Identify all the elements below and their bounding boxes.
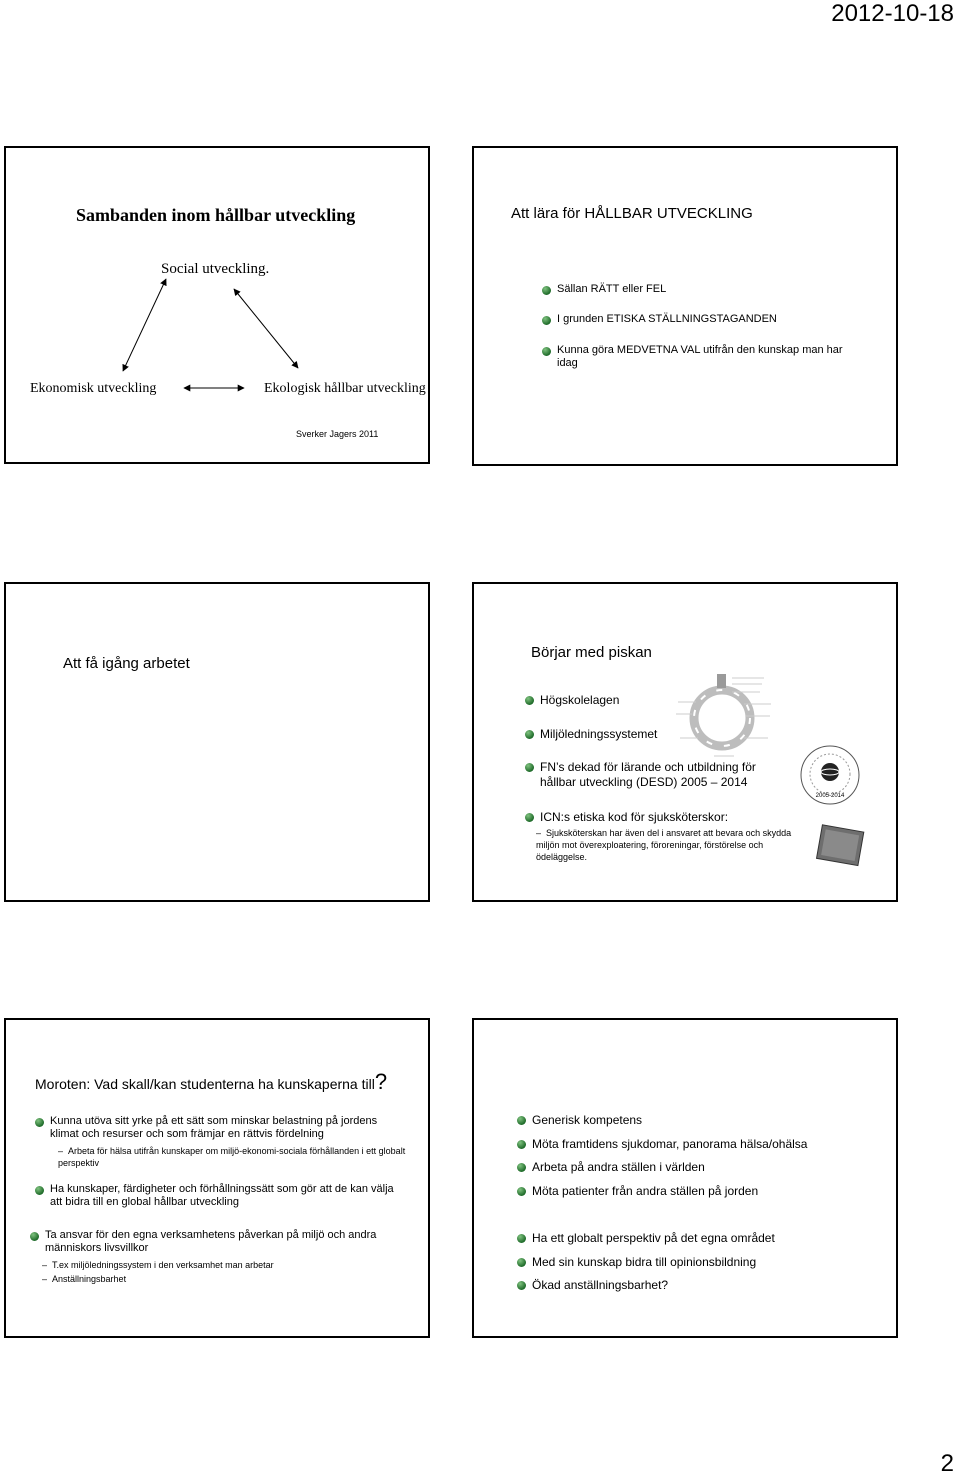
slide-6 bbox=[472, 1018, 898, 1338]
bullet-icon bbox=[525, 763, 534, 772]
slide3-title: Att få igång arbetet bbox=[63, 655, 190, 672]
slide6-bullet-1: Generisk kompetens bbox=[517, 1113, 642, 1127]
slide1-right-label: Ekologisk hållbar utveckling bbox=[264, 381, 426, 396]
slide-1 bbox=[4, 146, 430, 464]
bullet-icon bbox=[542, 316, 551, 325]
slide2-bullet-2: I grunden ETISKA STÄLLNINGSTAGANDEN bbox=[542, 313, 862, 325]
slide2-bullet-3: Kunna göra MEDVETNA VAL utifrån den kunskap man har idag bbox=[542, 344, 862, 370]
bullet-icon bbox=[542, 347, 551, 356]
bullet-icon bbox=[30, 1232, 39, 1241]
arrow-social-ecological bbox=[234, 289, 298, 368]
slide5-bullet-1: Kunna utöva sitt yrke på ett sätt som minskar belastning på jordens klimat och resurser och som främjar en rättvis fördelning bbox=[35, 1115, 405, 1141]
slide4-title: Börjar med piskan bbox=[531, 644, 652, 661]
bullet-icon bbox=[517, 1281, 526, 1290]
slide6-bullet-3: Arbeta på andra ställen i världen bbox=[517, 1160, 705, 1174]
relationship-arrows bbox=[6, 148, 432, 466]
slide5-bullet-2: Ha kunskaper, färdigheter och förhållningssätt som gör att de kan välja att bidra till en global hållbar utveckling bbox=[35, 1183, 405, 1209]
page-number: 2 bbox=[940, 1450, 954, 1477]
slide4-bullet-3: FN’s dekad för lärande och utbildning för hållbar utveckling (DESD) 2005 – 2014 bbox=[525, 760, 795, 790]
slide5-bullet-3: Ta ansvar för den egna verksamhetens påverkan på miljö och andra människors livsvillkor bbox=[30, 1229, 410, 1255]
bullet-icon bbox=[35, 1118, 44, 1127]
bullet-icon bbox=[517, 1258, 526, 1267]
bullet-icon bbox=[517, 1163, 526, 1172]
slide5-title: Moroten: Vad skall/kan studenterna ha kunskaperna till? bbox=[35, 1069, 388, 1094]
arrow-social-economic bbox=[123, 279, 166, 371]
bullet-icon bbox=[35, 1186, 44, 1195]
slide4-bullet-4: ICN:s etiska kod för sjuksköterskor: bbox=[525, 810, 728, 824]
slide4-bullet-2: Miljöledningssystemet bbox=[525, 727, 657, 741]
bullet-icon bbox=[525, 696, 534, 705]
slide-4 bbox=[472, 582, 898, 902]
svg-text:2005-2014: 2005-2014 bbox=[815, 793, 845, 799]
slide1-left-label: Ekonomisk utveckling bbox=[30, 381, 157, 396]
slide1-title: Sambanden inom hållbar utveckling bbox=[76, 205, 356, 225]
header-date: 2012-10-18 bbox=[831, 0, 954, 27]
slide6-bullet-2: Möta framtidens sjukdomar, panorama hälsa/ohälsa bbox=[517, 1137, 807, 1151]
management-cycle-diagram bbox=[674, 672, 774, 762]
slide5-bullet-1-sub: – Arbeta för hälsa utifrån kunskaper om miljö-ekonomi-sociala förhållanden i ett globalt perspektiv bbox=[58, 1146, 406, 1168]
desd-logo bbox=[798, 744, 862, 806]
bullet-icon bbox=[517, 1234, 526, 1243]
bullet-icon bbox=[525, 730, 534, 739]
slide5-bullet-3-sub-2: – Anställningsbarhet bbox=[42, 1274, 127, 1284]
bullet-icon bbox=[525, 813, 534, 822]
slide5-bullet-3-sub-1: – T.ex miljöledningssystem i den verksamhet man arbetar bbox=[42, 1260, 274, 1270]
slide-3 bbox=[4, 582, 430, 902]
bullet-icon bbox=[517, 1187, 526, 1196]
slide4-sub-point: – Sjuksköterskan har även del i ansvaret att bevara och skydda miljön mot överexploatering, föroreningar, förstörelse och ödeläggelse. bbox=[536, 828, 792, 862]
slide6-bullet-6: Med sin kunskap bidra till opinionsbildning bbox=[517, 1255, 756, 1269]
slide6-bullet-4: Möta patienter från andra ställen på jorden bbox=[517, 1184, 758, 1198]
bullet-icon bbox=[517, 1116, 526, 1125]
slide-5 bbox=[4, 1018, 430, 1338]
slide6-bullet-7: Ökad anställningsbarhet? bbox=[517, 1278, 668, 1292]
slide2-title: Att lära för HÅLLBAR UTVECKLING bbox=[511, 205, 753, 222]
bullet-icon bbox=[542, 286, 551, 295]
slide2-bullet-1: Sällan RÄTT eller FEL bbox=[542, 283, 862, 295]
slide1-top-label: Social utveckling. bbox=[161, 261, 270, 277]
bullet-icon bbox=[517, 1140, 526, 1149]
slide4-bullet-1: Högskolelagen bbox=[525, 693, 619, 707]
slide6-bullet-5: Ha ett globalt perspektiv på det egna området bbox=[517, 1231, 775, 1245]
code-of-ethics-document-image bbox=[811, 822, 867, 870]
slide2-credit: Sverker Jagers 2011 bbox=[296, 429, 379, 439]
